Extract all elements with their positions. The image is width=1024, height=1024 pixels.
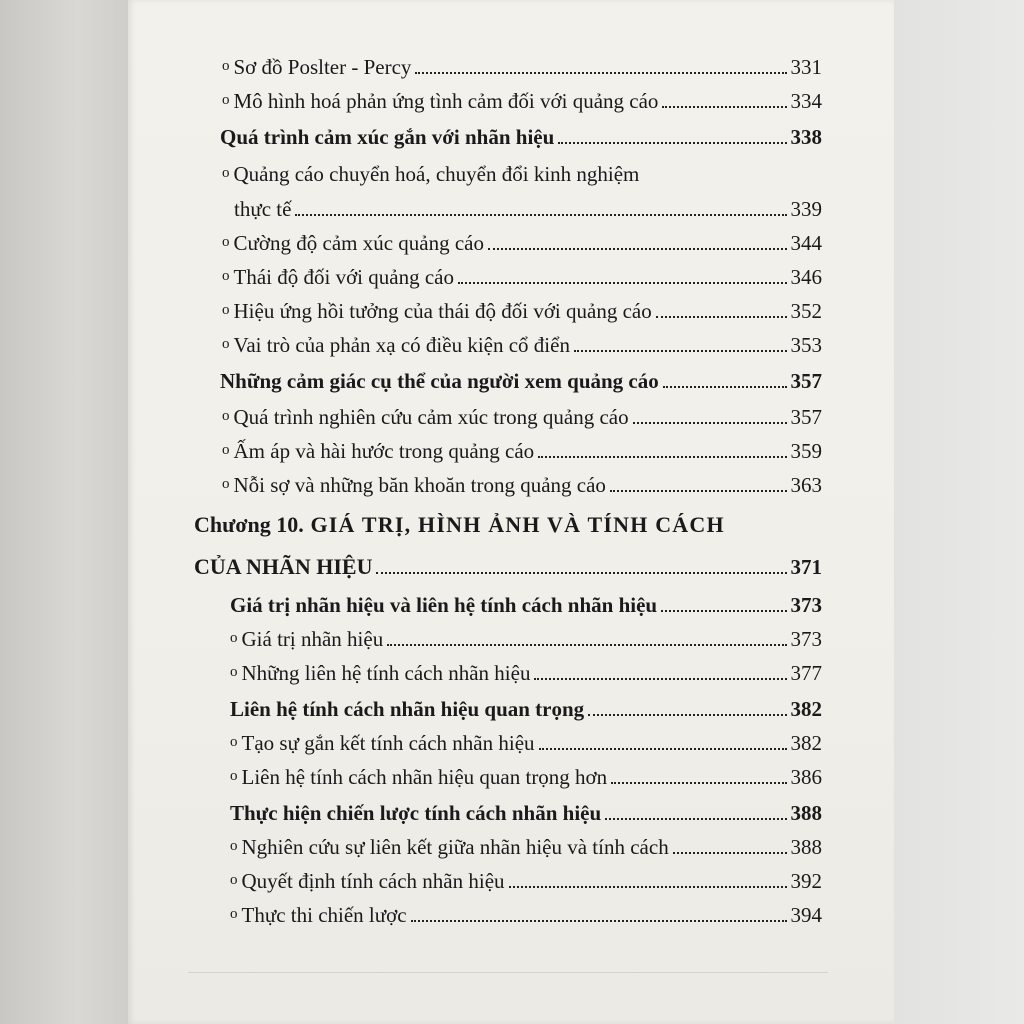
dot-leader: [673, 852, 787, 854]
toc-entry: [128, 324, 894, 358]
bullet-icon: o: [222, 442, 230, 458]
dot-leader: [488, 248, 786, 250]
page-number: 357: [790, 405, 822, 429]
toc-entry: [128, 652, 894, 686]
bullet-icon: o: [222, 268, 230, 284]
bullet-icon: o: [222, 234, 230, 250]
toc-entry-title: Liên hệ tính cách nhãn hiệu quan trọng hơn: [241, 765, 608, 789]
toc-entry-title: Những liên hệ tính cách nhãn hiệu: [241, 661, 531, 685]
toc-entry-title: Nỗi sợ và những băn khoăn trong quảng cáo: [233, 473, 606, 497]
toc-entry-title: Giá trị nhãn hiệu: [241, 627, 384, 651]
page-number: 388: [790, 801, 822, 825]
page-number: 338: [790, 125, 822, 149]
toc-entry: [128, 290, 894, 324]
toc-entry-title: Thực hiện chiến lược tính cách nhãn hiệu: [230, 801, 602, 825]
bullet-icon: o: [230, 734, 238, 750]
dot-leader: [558, 142, 786, 144]
bullet-icon: o: [230, 664, 238, 680]
chapter-title-line2: CỦA NHÃN HIỆU: [194, 554, 373, 579]
toc-entry-title: Quảng cáo chuyển hoá, chuyển đổi kinh nghiệm: [233, 162, 640, 186]
bullet-icon: o: [230, 838, 238, 854]
toc-entry-title: Nghiên cứu sự liên kết giữa nhãn hiệu và tính cách: [241, 835, 669, 859]
toc-entry: [128, 430, 894, 464]
toc-section-entry: [128, 688, 894, 722]
dot-leader: [411, 920, 787, 922]
toc-entry: [128, 256, 894, 290]
bullet-icon: o: [230, 630, 238, 646]
dot-leader: [588, 714, 786, 716]
dot-leader: [605, 818, 786, 820]
bullet-icon: o: [222, 165, 230, 181]
dot-leader: [611, 782, 786, 784]
page-number: 353: [790, 333, 822, 357]
toc-entry: [128, 153, 894, 187]
toc-entry: [128, 860, 894, 894]
toc-entry: [128, 826, 894, 860]
dot-leader: [458, 282, 787, 284]
chapter-heading: [194, 512, 725, 538]
bullet-icon: o: [222, 336, 230, 352]
bullet-icon: o: [222, 408, 230, 424]
toc-entry: [128, 80, 894, 114]
chapter-title-entry: [128, 546, 894, 580]
background-right: [894, 0, 1024, 1024]
toc-entry: [128, 722, 894, 756]
toc-entry: [128, 618, 894, 652]
bullet-icon: o: [230, 906, 238, 922]
toc-entry: [128, 464, 894, 498]
dot-leader: [295, 214, 786, 216]
toc-entry-title: Quá trình nghiên cứu cảm xúc trong quảng cáo: [233, 405, 629, 429]
toc-entry: [128, 188, 894, 222]
page-number: 363: [790, 473, 822, 497]
page-number: 377: [790, 661, 822, 685]
dot-leader: [663, 386, 787, 388]
page-number: 357: [790, 369, 822, 393]
toc-entry-title: Thái độ đối với quảng cáo: [233, 265, 454, 289]
toc-entry-title: thực tế: [234, 197, 292, 221]
dot-leader: [574, 350, 787, 352]
bullet-icon: o: [222, 302, 230, 318]
page-number: 371: [790, 555, 822, 579]
toc-entry: [128, 894, 894, 928]
page-number: 388: [790, 835, 822, 859]
toc-section-entry: [128, 584, 894, 618]
page-number: 373: [790, 627, 822, 651]
dot-leader: [633, 422, 787, 424]
book-page: [128, 0, 894, 1024]
page-number: 373: [790, 593, 822, 617]
dot-leader: [661, 610, 786, 612]
toc-entry-title: Giá trị nhãn hiệu và liên hệ tính cách nhãn hiệu: [230, 593, 658, 617]
toc-entry: [128, 756, 894, 790]
dot-leader: [656, 316, 787, 318]
toc-entry-title: Vai trò của phản xạ có điều kiện cổ điển: [233, 333, 570, 357]
toc-entry-title: Thực thi chiến lược: [241, 903, 407, 927]
toc-entry-title: Quyết định tính cách nhãn hiệu: [241, 869, 505, 893]
toc-entry-title: Sơ đồ Poslter - Percy: [233, 55, 412, 79]
page-number: 392: [790, 869, 822, 893]
bullet-icon: o: [230, 872, 238, 888]
toc-section-entry: [128, 116, 894, 150]
toc-entry-title: Quá trình cảm xúc gắn với nhãn hiệu: [220, 125, 555, 149]
bullet-icon: o: [222, 92, 230, 108]
page-number: 334: [790, 89, 822, 113]
divider: [188, 972, 828, 973]
toc-entry-title: Liên hệ tính cách nhãn hiệu quan trọng: [230, 697, 585, 721]
page-number: 359: [790, 439, 822, 463]
dot-leader: [387, 644, 786, 646]
toc-entry: [128, 396, 894, 430]
chapter-title-line1: GIÁ TRỊ, HÌNH ẢNH VÀ TÍNH CÁCH: [310, 512, 725, 537]
toc-entry: [128, 222, 894, 256]
page-number: 394: [790, 903, 822, 927]
dot-leader: [415, 72, 786, 74]
toc-entry-title: Hiệu ứng hồi tưởng của thái độ đối với quảng cáo: [233, 299, 652, 323]
toc-entry-title: Những cảm giác cụ thể của người xem quảng cáo: [220, 369, 659, 393]
dot-leader: [662, 106, 786, 108]
bullet-icon: o: [230, 768, 238, 784]
dot-leader: [610, 490, 787, 492]
page-number: 386: [790, 765, 822, 789]
toc-section-entry: [128, 360, 894, 394]
bullet-icon: o: [222, 58, 230, 74]
page-number: 382: [790, 697, 822, 721]
toc-entry-title: Ấm áp và hài hước trong quảng cáo: [233, 439, 535, 463]
dot-leader: [539, 748, 787, 750]
dot-leader: [534, 678, 786, 680]
dot-leader: [376, 572, 786, 574]
page-number: 346: [790, 265, 822, 289]
toc-entry-title: Cường độ cảm xúc quảng cáo: [233, 231, 485, 255]
dot-leader: [538, 456, 786, 458]
toc-section-entry: [128, 792, 894, 826]
toc-entry-title: Mô hình hoá phản ứng tình cảm đối với quảng cáo: [233, 89, 659, 113]
chapter-prefix: Chương 10.: [194, 512, 304, 537]
page-number: 352: [790, 299, 822, 323]
toc-entry: [128, 46, 894, 80]
toc-entry-title: Tạo sự gắn kết tính cách nhãn hiệu: [241, 731, 535, 755]
page-number: 339: [790, 197, 822, 221]
page-number: 331: [790, 55, 822, 79]
page-number: 344: [790, 231, 822, 255]
bullet-icon: o: [222, 476, 230, 492]
dot-leader: [509, 886, 787, 888]
page-number: 382: [790, 731, 822, 755]
background-left: [0, 0, 128, 1024]
